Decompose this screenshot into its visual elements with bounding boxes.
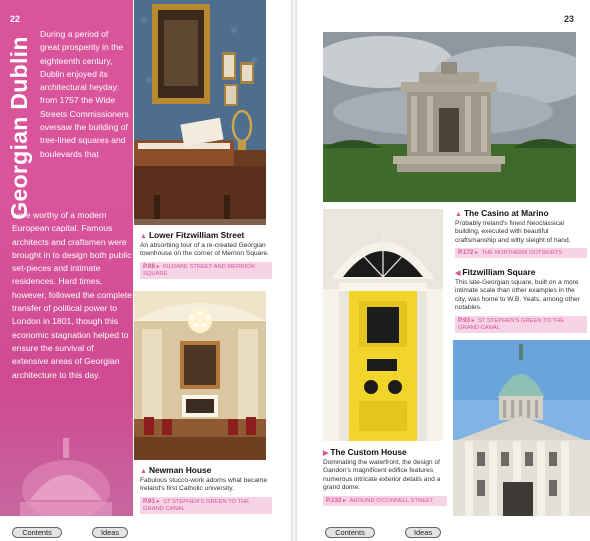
- reference-destination: THE NORTHERN OUTSKIRTS: [481, 250, 563, 257]
- caption-fitzwilliam-square: [455, 267, 587, 333]
- reference-destination: AROUND O'CONNELL STREET: [349, 497, 434, 504]
- caption-title: The Casino at Marino: [463, 208, 549, 218]
- ideas-button[interactable]: Ideas: [92, 527, 128, 538]
- arrow-right-icon: ▸: [471, 317, 475, 324]
- arrow-right-icon: ▸: [156, 498, 160, 505]
- dome-watermark: [0, 420, 133, 516]
- section-title: Georgian Dublin: [6, 36, 32, 220]
- section-title-container: [2, 28, 36, 228]
- arrow-right-icon: ▸: [156, 263, 160, 270]
- caption-title: The Custom House: [330, 447, 407, 457]
- photo-georgian-door: [323, 209, 443, 441]
- triangle-up-icon: ▲: [140, 468, 147, 475]
- left-page: [0, 0, 291, 541]
- contents-button[interactable]: Contents: [12, 527, 62, 538]
- reference-destination: ST STEPHEN'S GREEN TO THE GRAND CANAL: [458, 317, 565, 331]
- contents-button[interactable]: Contents: [325, 527, 375, 538]
- intro-text-top: During a period of great prosperity in the eighteenth century, Dublin enjoyed its architectural heyday: from 1757 the Wide Streets Commissioners oversaw the building of tree-lined squares and boulevards that: [40, 29, 129, 159]
- page-reference-link[interactable]: [455, 248, 587, 258]
- reference-page: P.93: [458, 316, 470, 324]
- reference-page: P.88: [143, 262, 155, 270]
- ideas-button[interactable]: Ideas: [405, 527, 441, 538]
- reference-destination: ST STEPHEN'S GREEN TO THE GRAND CANAL: [143, 498, 250, 513]
- triangle-right-icon: ▶: [323, 450, 329, 457]
- page-reference-link[interactable]: [140, 262, 272, 279]
- triangle-up-icon: ▲: [140, 233, 147, 240]
- reference-destination: KILDARE STREET AND MERRION SQUARE: [143, 263, 255, 278]
- right-page: [297, 0, 590, 541]
- caption-description: Dominating the waterfront, the design of Gandon's magnificent edifice features numerous intricate exterior details and a grand dome.: [323, 459, 441, 492]
- reference-page: P.91: [143, 497, 155, 505]
- photo-lower-fitzwilliam-street: [134, 0, 266, 225]
- page-number: 23: [564, 14, 575, 24]
- arrow-right-icon: ▸: [475, 250, 478, 257]
- reference-page: P.172: [458, 249, 474, 257]
- caption-custom-house: [323, 447, 447, 506]
- caption-casino-at-marino: [455, 208, 587, 258]
- page-reference-link[interactable]: [455, 316, 587, 333]
- arrow-right-icon: ▸: [343, 497, 346, 504]
- caption-lower-fitzwilliam: [140, 230, 272, 279]
- photo-custom-house: [453, 340, 590, 516]
- reference-page: P.133: [326, 496, 342, 504]
- page-reference-link[interactable]: [140, 497, 272, 514]
- caption-title: Lower Fitzwilliam Street: [148, 230, 245, 240]
- caption-description: Fabulous stucco-work adorns what became Ireland's first Catholic university.: [140, 477, 268, 493]
- page-reference-link[interactable]: [323, 496, 447, 506]
- photo-casino-at-marino: [323, 32, 576, 202]
- page-number: 22: [10, 14, 21, 24]
- caption-title: Newman House: [148, 465, 212, 475]
- intro-text-bottom: were worthy of a modern European capital. Famous architects and craftsmen were brought in to design both public set-pieces and intimate residences. Hard times, however, followed the complete transfer of political power to London in 1801, though this economic stagnation helped to ensure the survival of extensive areas of Georgian architecture to this day.: [12, 210, 132, 380]
- caption-description: Probably Ireland's finest Neoclassical building, executed with beautiful craftsmanship and witty sleight of hand.: [455, 220, 571, 244]
- caption-title: Fitzwilliam Square: [462, 267, 536, 277]
- caption-description: This late-Georgian square, built on a more intimate scale than other examples in the city, was home to W.B. Yeats, among other notables.: [455, 279, 580, 312]
- triangle-up-icon: ▲: [455, 211, 462, 218]
- triangle-left-icon: ◀: [455, 270, 461, 277]
- caption-description: An absorbing tour of a re-created Georgian townhouse on the corner of Merrion Square.: [140, 242, 270, 258]
- caption-newman-house: [140, 465, 272, 514]
- photo-newman-house: [134, 291, 266, 460]
